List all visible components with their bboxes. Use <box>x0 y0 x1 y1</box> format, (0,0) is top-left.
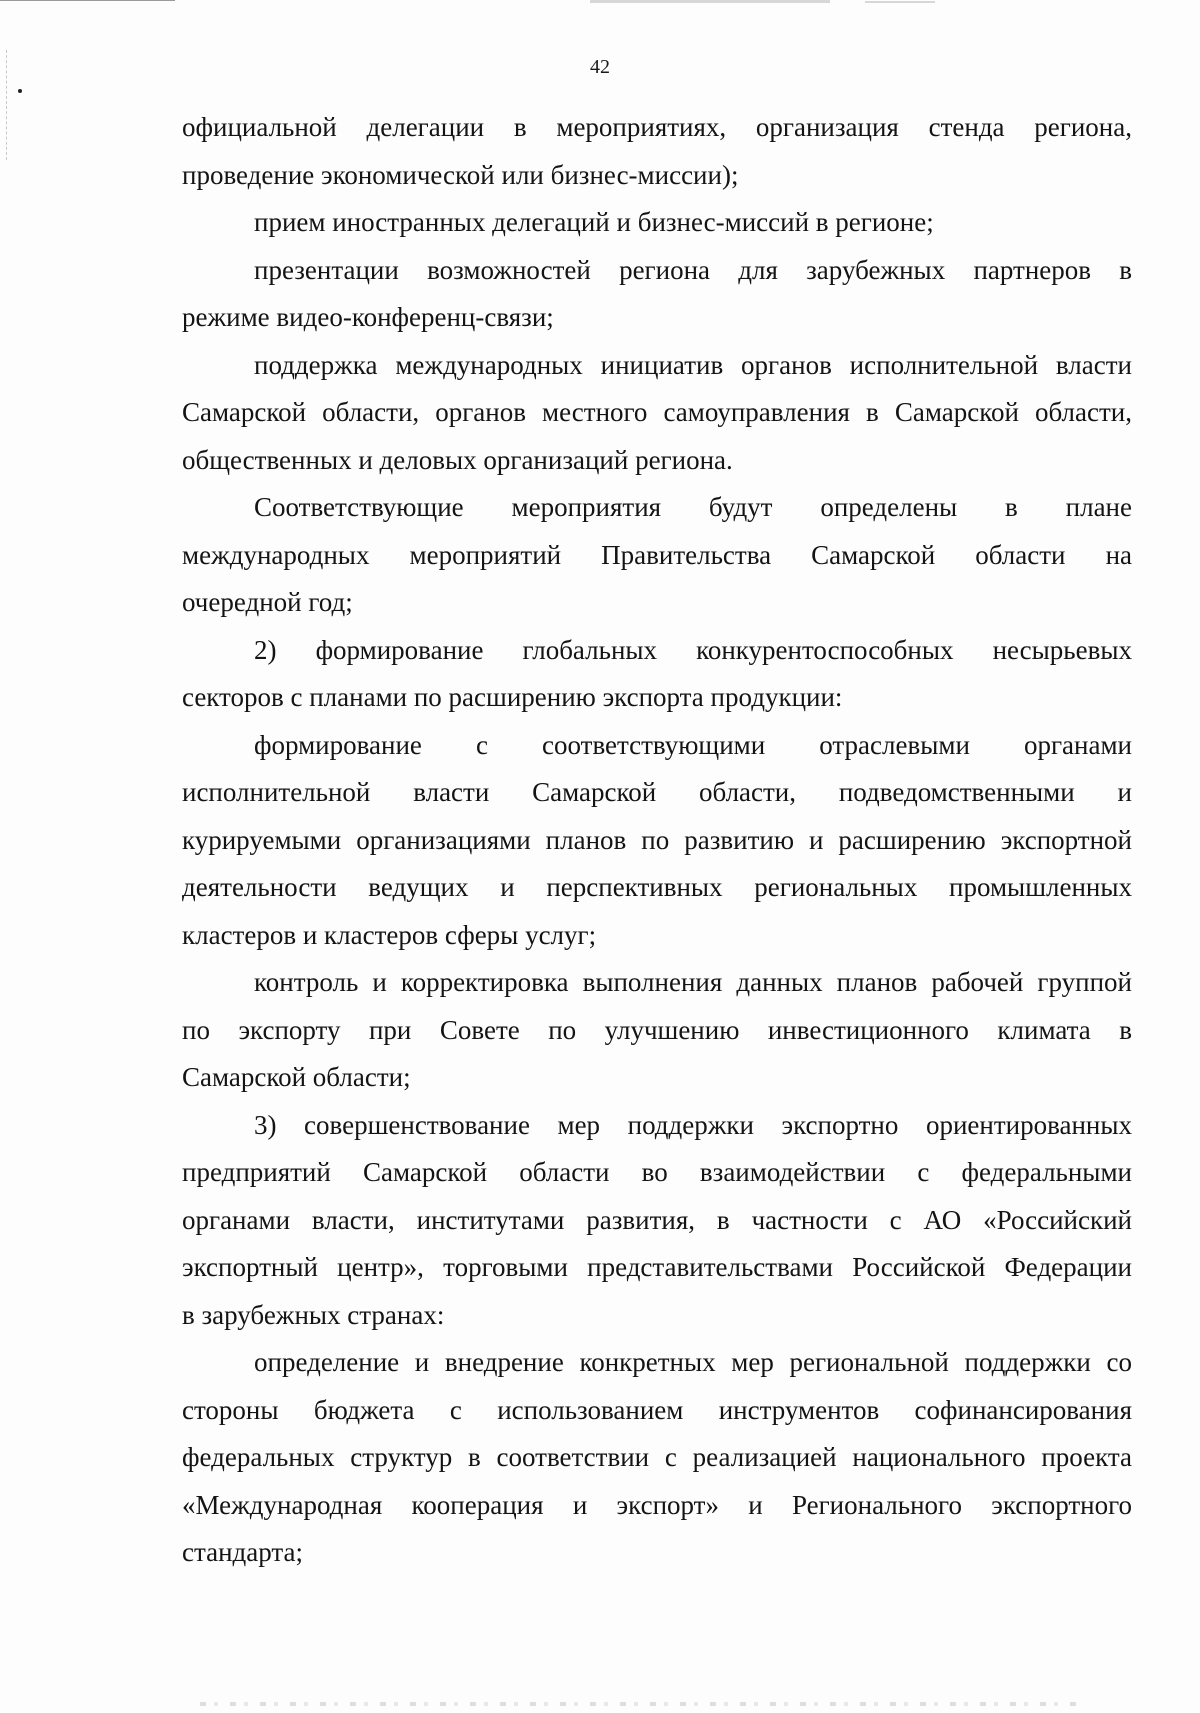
text-line: Самарской области; <box>182 1062 411 1092</box>
text-line: международных мероприятий Правительства Самарской области на <box>182 539 1132 570</box>
document-body <box>182 104 1132 1577</box>
text-line: федеральных структур в соответствии с реализацией национального проекта <box>182 1442 1132 1472</box>
scan-artifact-bottom <box>200 1702 1080 1706</box>
text-line: по экспорту при Совете по улучшению инвестиционного климата в <box>182 1014 1132 1045</box>
scan-artifact-top-line <box>0 0 175 1</box>
text-line: органами власти, институтами развития, в частности с АО «Российский <box>182 1204 1132 1235</box>
scan-artifact-top-noise <box>590 0 830 3</box>
text-line: формирование с соответствующими отраслевыми органами <box>254 729 1132 760</box>
text-line: стандарта; <box>182 1537 304 1567</box>
text-line: экспортный центр», торговыми представительствами Российской Федерации <box>182 1252 1132 1282</box>
text-line: Соответствующие мероприятия будут определены в плане <box>254 492 1132 522</box>
text-line: предприятий Самарской области во взаимодействии с федеральными <box>182 1157 1132 1187</box>
text-line: в зарубежных странах: <box>182 1299 445 1330</box>
text-line: общественных и деловых организаций региона. <box>182 444 733 475</box>
text-line: прием иностранных делегаций и бизнес-миссий в регионе; <box>254 207 934 237</box>
page-number: 42 <box>590 56 610 78</box>
text-line: определение и внедрение конкретных мер региональной поддержки со <box>254 1347 1132 1377</box>
text-line: очередной год; <box>182 587 353 617</box>
text-line: 3) совершенствование мер поддержки экспортно ориентированных <box>254 1109 1132 1140</box>
text-line: Самарской области, органов местного самоуправления в Самарской области, <box>182 397 1132 427</box>
text-line: официальной делегации в мероприятиях, организация стенда региона, <box>182 112 1132 142</box>
text-line: проведение экономической или бизнес-миссии); <box>182 159 739 190</box>
text-line: кластеров и кластеров сферы услуг; <box>182 919 597 950</box>
text-line: курируемыми организациями планов по развитию и расширению экспортной <box>182 824 1132 855</box>
scan-artifact-top-noise-2 <box>865 1 935 3</box>
text-line: деятельности ведущих и перспективных региональных промышленных <box>182 872 1132 902</box>
scan-artifact-dot <box>18 89 22 93</box>
text-line: исполнительной власти Самарской области, подведомственными и <box>182 777 1132 807</box>
text-line: режиме видео-конференц-связи; <box>182 302 554 332</box>
text-line: стороны бюджета с использованием инструментов софинансирования <box>182 1394 1132 1425</box>
text-line: презентации возможностей региона для зарубежных партнеров в <box>254 254 1132 285</box>
text-line: 2) формирование глобальных конкурентоспособных несырьевых <box>254 634 1132 665</box>
text-line: контроль и корректировка выполнения данных планов рабочей группой <box>254 967 1132 997</box>
text-line: «Международная кооперация и экспорт» и Регионального экспортного <box>182 1489 1132 1520</box>
text-line: секторов с планами по расширению экспорта продукции: <box>182 682 843 712</box>
text-line: поддержка международных инициатив органов исполнительной власти <box>254 349 1132 380</box>
